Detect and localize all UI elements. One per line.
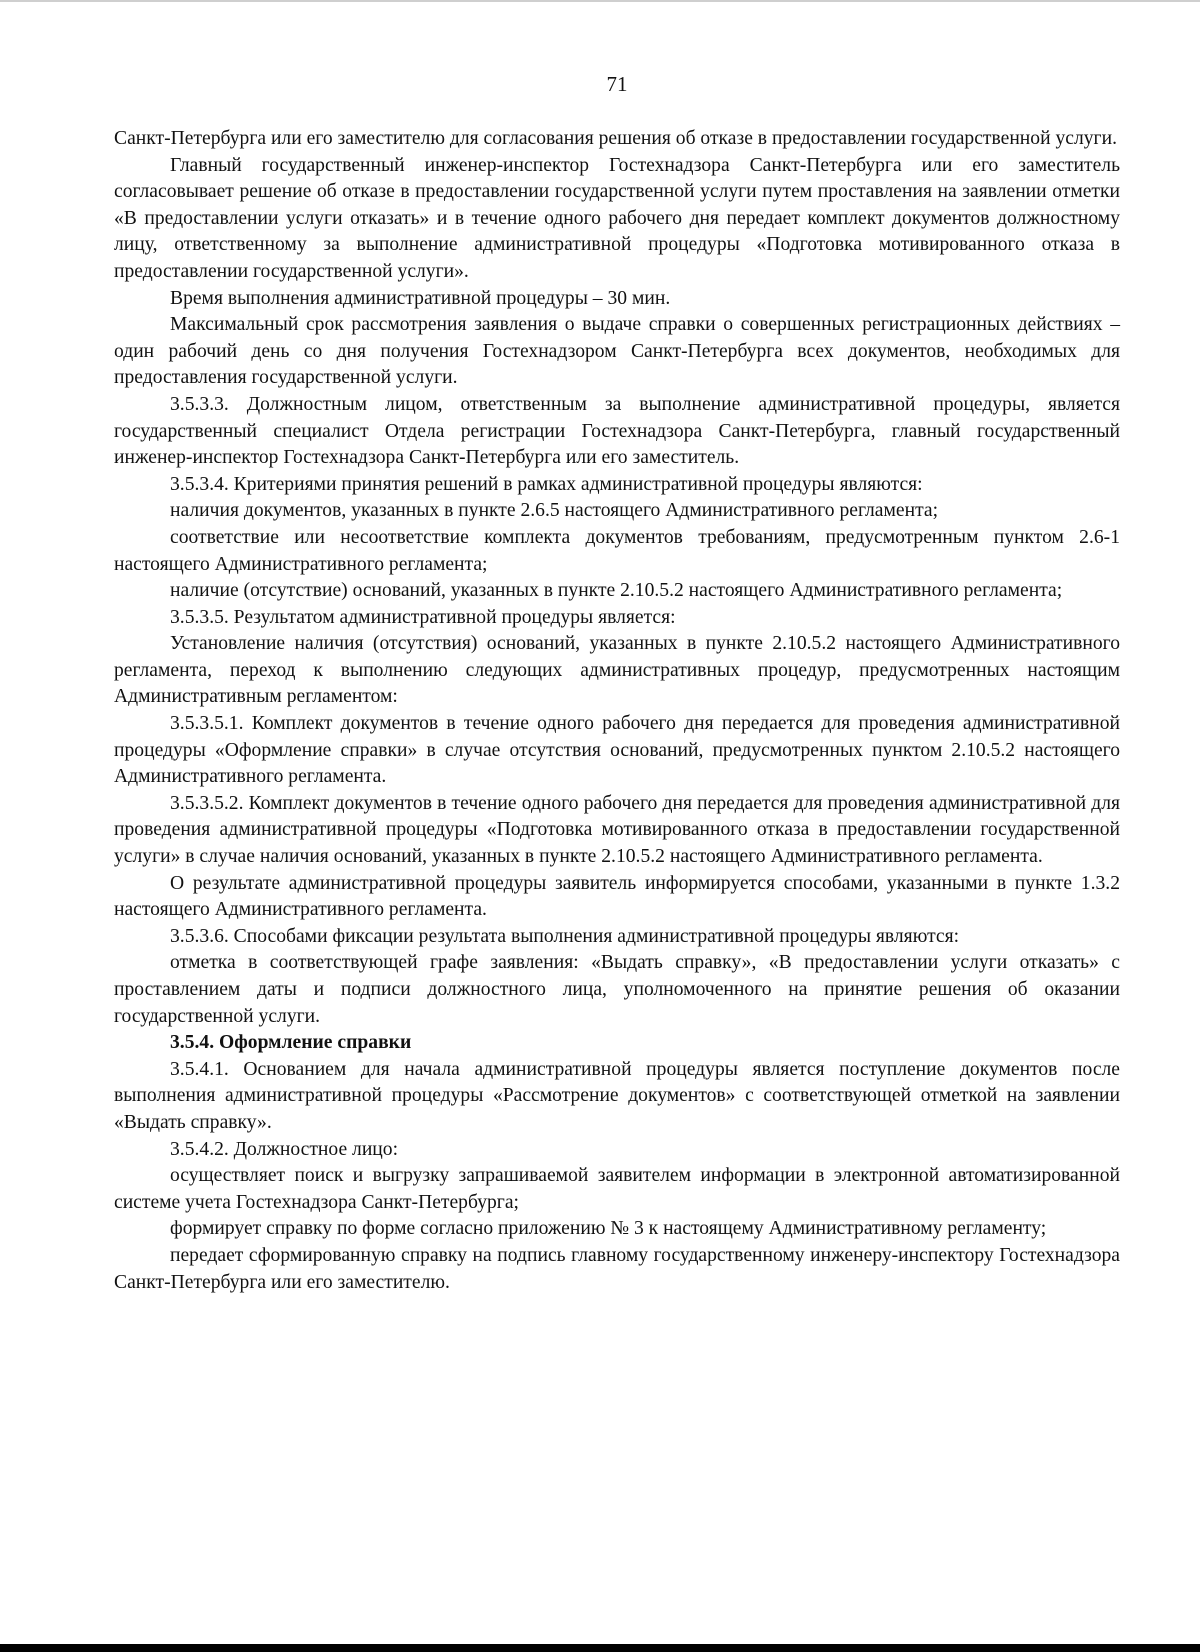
paragraph: Главный государственный инженер-инспектор Гостехнадзора Санкт-Петербурга или его заместитель согласовывает решение об отказе в предоставлении государственной услуги путем проставления на заявлении отметки «В предоставлении услуги отказать» и в течение одного рабочего дня передает комплект документов должностному лицу, ответственному за выполнение административной процедуры «Подготовка мотивированного отказа в предоставлении государственной услуги». — [114, 154, 1120, 282]
page-top-edge — [0, 0, 1200, 2]
paragraph: Максимальный срок рассмотрения заявления о выдаче справки о совершенных регистрационных действиях – один рабочий день со дня получения Гостехнадзором Санкт-Петербурга всех документов, необходимых для предоставления государственной услуги. — [114, 314, 1120, 389]
paragraph: наличие (отсутствие) оснований, указанных в пункте 2.10.5.2 настоящего Административного регламента; — [170, 580, 1063, 602]
paragraph: передает сформированную справку на подпись главному государственному инженеру-инспектору Гостехнадзора Санкт-Петербурга или его заместителю. — [114, 1244, 1120, 1293]
paragraph-continuation: Санкт-Петербурга или его заместителю для согласования решения об отказе в предоставлении государственной услуги. — [114, 128, 1117, 149]
paragraph: 3.5.3.3. Должностным лицом, ответственным за выполнение административной процедуры, является государственный специалист Отдела регистрации Гостехнадзора Санкт-Петербурга, главный государственный инженер-инспектор Гостехнадзора Санкт-Петербурга или его заместитель. — [114, 393, 1120, 469]
paragraph: 3.5.3.5. Результатом административной процедуры является: — [170, 606, 676, 628]
paragraph: 3.5.3.5.1. Комплект документов в течение одного рабочего дня передается для проведения административной процедуры «Оформление справки» в случае отсутствия оснований, предусмотренных пунктом 2.10.5.2 настоящего Административного регламента. — [114, 713, 1120, 788]
document-body — [114, 126, 1120, 1296]
paragraph: 3.5.4.2. Должностное лицо: — [170, 1138, 399, 1160]
paragraph: 3.5.4.1. Основанием для начала административной процедуры является поступление документов после выполнения административной процедуры «Рассмотрение документов» с соответствующей отметкой на заявлении «Выдать справку». — [114, 1058, 1120, 1133]
section-heading: 3.5.4. Оформление справки — [170, 1032, 412, 1054]
paragraph: формирует справку по форме согласно приложению № 3 к настоящему Административному регламенту; — [170, 1218, 1047, 1240]
paragraph: отметка в соответствующей графе заявления: «Выдать справку», «В предоставлении услуги отказать» с проставлением даты и подписи должностного лица, уполномоченного на принятие решения об оказании государственной услуги. — [114, 952, 1120, 1027]
paragraph: 3.5.3.6. Способами фиксации результата выполнения административной процедуры являются: — [170, 925, 960, 947]
page-bottom-edge — [0, 1644, 1200, 1652]
paragraph: 3.5.3.4. Критериями принятия решений в рамках административной процедуры являются: — [170, 473, 923, 495]
paragraph: Установление наличия (отсутствия) оснований, указанных в пункте 2.10.5.2 настоящего Административного регламента, переход к выполнению следующих административных процедур, предусмотренных настоящим Административным регламентом: — [114, 633, 1120, 708]
paragraph: Время выполнения административной процедуры – 30 мин. — [170, 287, 671, 309]
paragraph: осуществляет поиск и выгрузку запрашиваемой заявителем информации в электронной автоматизированной системе учета Гостехнадзора Санкт-Петербурга; — [114, 1165, 1120, 1213]
paragraph: О результате административной процедуры заявитель информируется способами, указанными в пункте 1.3.2 настоящего Административного регламента. — [114, 872, 1120, 921]
paragraph: 3.5.3.5.2. Комплект документов в течение одного рабочего дня передается для проведения административной для проведения административной процедуры «Подготовка мотивированного отказа в предоставлении государственной услуги» в случае наличия оснований, указанных в пункте 2.10.5.2 настоящего Административного регламента. — [114, 792, 1120, 868]
page-number: 71 — [606, 72, 628, 96]
paragraph: соответствие или несоответствие комплекта документов требованиям, предусмотренным пунктом 2.6-1 настоящего Административного регламента; — [114, 526, 1120, 575]
paragraph: наличия документов, указанных в пункте 2.6.5 настоящего Административного регламента; — [170, 500, 939, 522]
